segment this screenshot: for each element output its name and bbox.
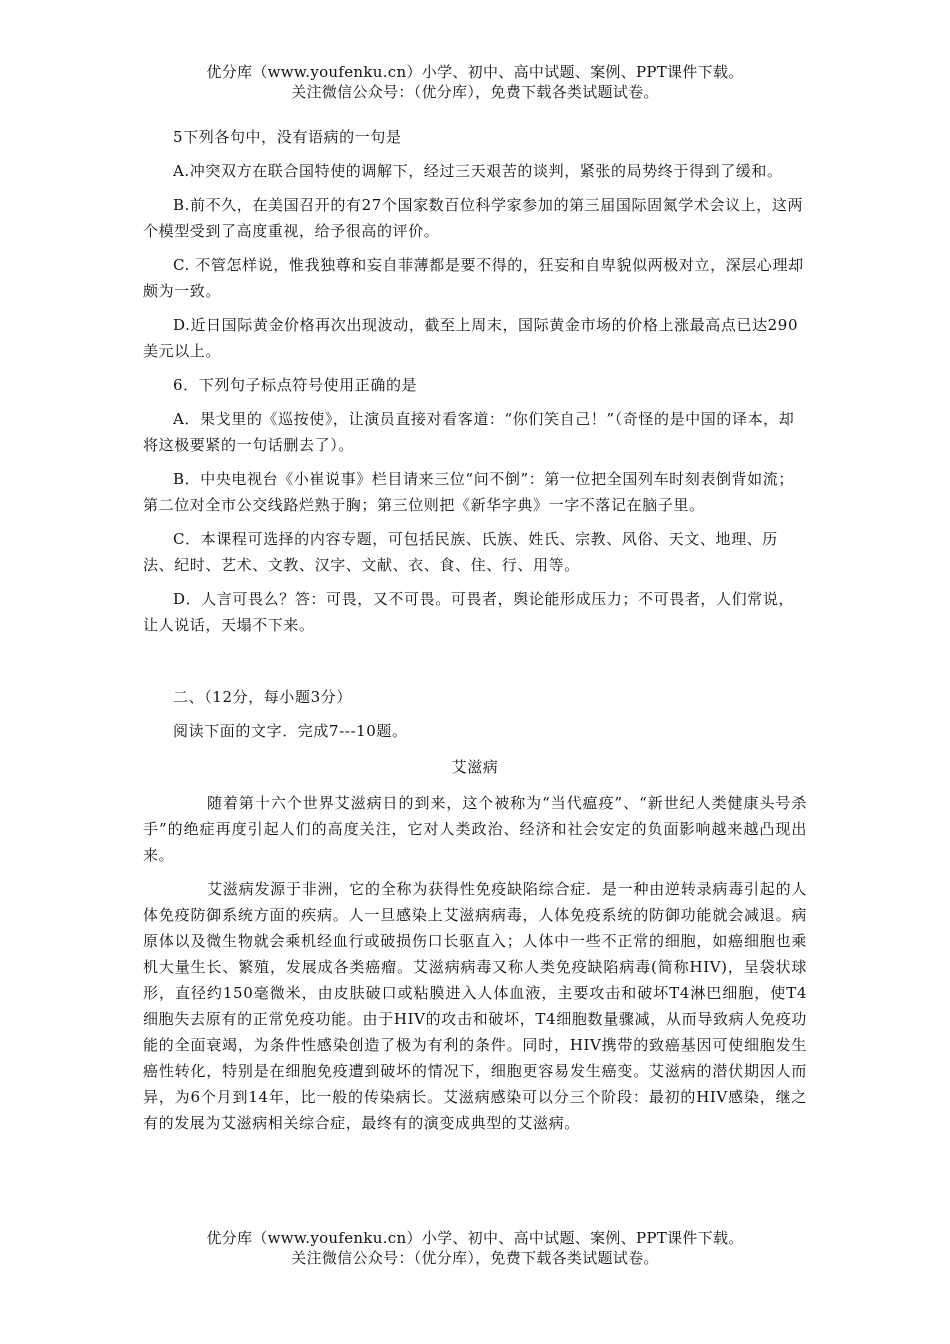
question-6-option-a: A．果戈里的《巡按使》，让演员直接对看客道：“你们笑自己！”（奇怪的是中国的译本，却将这极要紧的一句话删去了）。 [143,410,795,454]
header-line-2: 关注微信公众号：（优分库），免费下载各类试题试卷。 [291,83,659,101]
passage-title: 艾滋病 [451,758,499,776]
question-5-option-a: A.冲突双方在联合国特使的调解下，经过三天艰苦的谈判，紧张的局势终于得到了缓和。 [173,162,783,180]
passage-paragraph-1: 随着第十六个世界艾滋病日的到来，这个被称为“当代瘟疫”、“新世纪人类健康头号杀手”的绝症再度引起人们的高度关注，它对人类政治、经济和社会安定的负面影响越来越凸现出来。 [143,794,807,864]
question-5-option-b: B.前不久，在美国召开的有27个国家数百位科学家参加的第三届国际固氮学术会议上，这两个模型受到了高度重视，给予很高的评价。 [143,196,804,240]
section-2-instruction: 阅读下面的文字．完成7---10题。 [173,722,408,740]
footer-line-1: 优分库（www.youfenku.cn）小学、初中、高中试题、案例、PPT课件下载。 [206,1229,744,1247]
footer-line-2: 关注微信公众号：（优分库），免费下载各类试题试卷。 [291,1249,659,1267]
question-5-option-d: D.近日国际黄金价格再次出现波动，截至上周末，国际黄金市场的价格上涨最高点已达290美元以上。 [143,316,799,360]
page-footer [0,1228,950,1268]
document-body [143,124,807,1144]
section-2-heading: 二、（12分，每小题3分） [173,688,352,706]
header-line-1: 优分库（www.youfenku.cn）小学、初中、高中试题、案例、PPT课件下载。 [206,63,744,81]
question-6-option-c: C．本课程可选择的内容专题，可包括民族、氏族、姓氏、宗教、风俗、天文、地理、历法、纪时、艺术、文教、汉字、文献、衣、食、住、行、用等。 [143,530,778,574]
question-5-option-c: C. 不管怎样说，惟我独尊和妄自菲薄都是要不得的，狂妄和自卑貌似两极对立，深层心理却颇为一致。 [143,256,804,300]
page-header [0,62,950,102]
question-6-stem: 6．下列句子标点符号使用正确的是 [173,376,418,394]
question-6-option-b: B．中央电视台《小崔说事》栏目请来三位“问不倒”：第一位把全国列车时刻表倒背如流；第二位对全市公交线路烂熟于胸；第三位则把《新华字典》一字不落记在脑子里。 [143,470,794,514]
question-5-stem: 5下列各句中，没有语病的一句是 [173,128,402,146]
passage-paragraph-2: 艾滋病发源于非洲，它的全称为获得性免疫缺陷综合症．是一种由逆转录病毒引起的人体免疫防御系统方面的疾病。人一旦感染上艾滋病病毒，人体免疫系统的防御功能就会减退。病原体以及微生物就会乘机经血行或破损伤口长驱直入；人体中一些不正常的细胞，如癌细胞也乘机大量生长、繁殖，发展成各类癌瘤。艾滋病病毒又称人类免疫缺陷病毒(简称HIV)，呈袋状球形，直径约150毫微米，由皮肤破口或粘膜进入人体血液，主要攻击和破坏T4淋巴细胞，使T4细胞失去原有的正常免疫功能。由于HIV的攻击和破坏，T4细胞数量骤减，从而导致病人免疫功能的全面衰竭，为条件性感染创造了极为有利的条件。同时，HIV携带的致癌基因可使细胞发生癌性转化，特别是在细胞免疫遭到破坏的情况下，细胞更容易发生癌变。艾滋病的潜伏期因人而异，为6个月到14年，比一般的传染病长。艾滋病感染可以分三个阶段：最初的HIV感染，继之有的发展为艾滋病相关综合症，最终有的演变成典型的艾滋病。 [143,880,807,1132]
question-6-option-d: D．人言可畏么？答：可畏，又不可畏。可畏者，舆论能形成压力；不可畏者，人们常说，让人说话，天塌不下来。 [143,590,795,634]
section-spacer [143,646,807,684]
